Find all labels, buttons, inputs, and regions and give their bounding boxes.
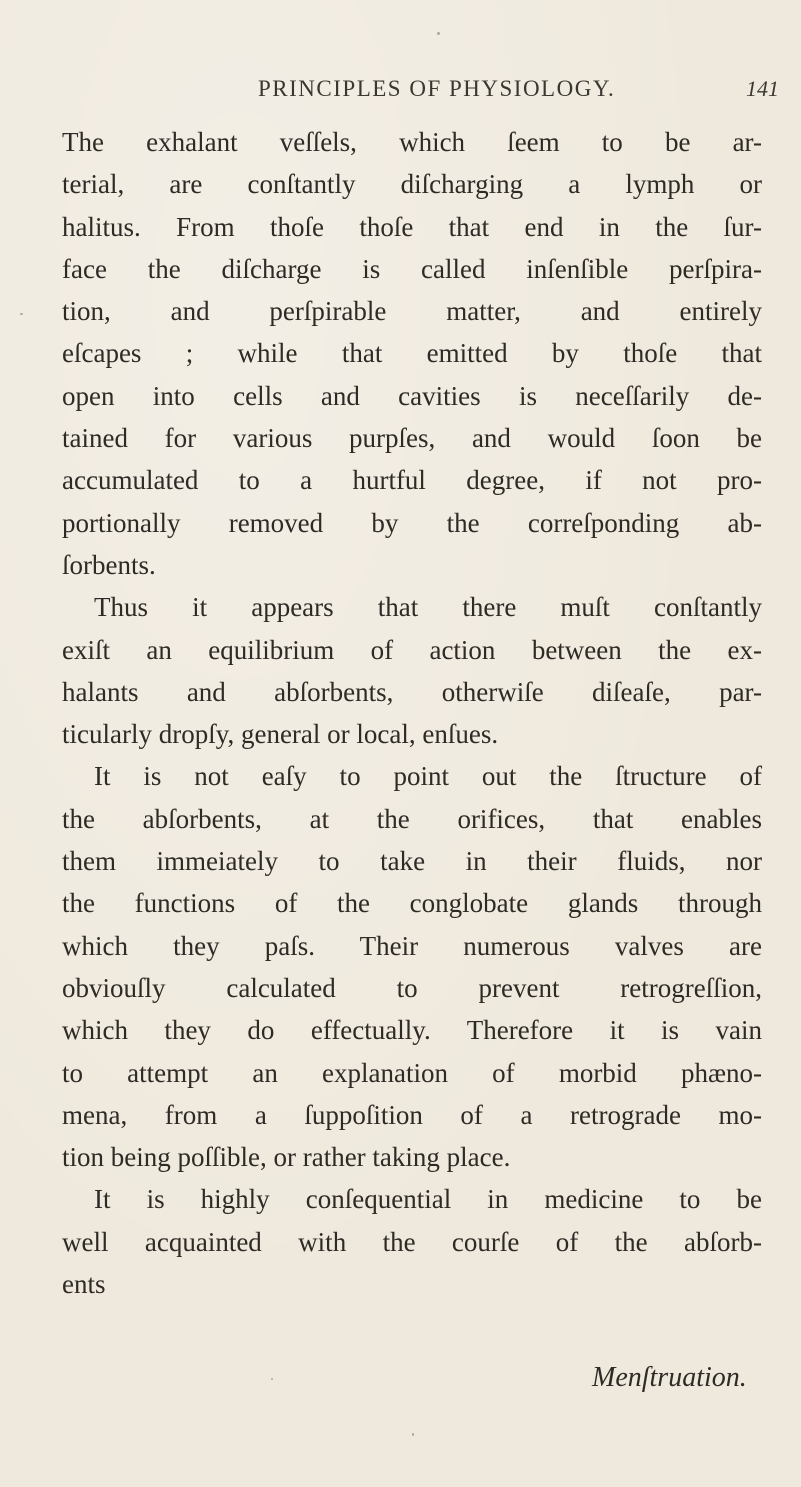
catchword: Menſtruation. xyxy=(592,1362,747,1393)
paper-speck xyxy=(20,313,23,315)
text-line: which they paſs. Their numerous valves are xyxy=(62,930,762,961)
text-line: face the diſcharge is called inſenſible perſpira- xyxy=(62,253,762,284)
text-line-paragraph-start: Thus it appears that there muſt conſtantly xyxy=(94,592,762,623)
text-line: accumulated to a hurtful degree, if not pro- xyxy=(62,465,762,496)
text-line: halants and abſorbents, otherwiſe diſeaſe, par- xyxy=(62,676,762,707)
text-line-paragraph-end: ticularly dropſy, general or local, enſues. xyxy=(62,719,499,750)
text-line: well acquainted with the courſe of the abſorb- xyxy=(62,1226,762,1257)
text-line: tained for various purpſes, and would ſoon be xyxy=(62,423,762,454)
text-line: halitus. From thoſe thoſe that end in the ſur- xyxy=(62,211,762,242)
text-line: the functions of the conglobate glands through xyxy=(62,888,762,919)
text-line: terial, are conſtantly diſcharging a lymph or xyxy=(62,169,762,200)
text-line: tion, and perſpirable matter, and entirely xyxy=(62,296,762,327)
body-text xyxy=(62,121,762,1305)
page-number: 141 xyxy=(746,76,779,101)
text-line: eſcapes ; while that emitted by thoſe that xyxy=(62,338,762,369)
paper-speck xyxy=(271,1378,273,1380)
paper-speck xyxy=(437,32,440,35)
text-line-paragraph-end: tion being poſſible, or rather taking place. xyxy=(62,1142,511,1173)
page-header xyxy=(0,76,801,110)
text-line-paragraph-end: ſorbents. xyxy=(62,549,156,580)
text-line: exiſt an equilibrium of action between the ex- xyxy=(62,634,762,665)
paper-speck xyxy=(412,1433,414,1436)
text-line: The exhalant veſſels, which ſeem to be ar- xyxy=(62,127,762,157)
text-line: them immeiately to take in their fluids, nor xyxy=(62,846,762,877)
text-line: portionally removed by the correſponding ab- xyxy=(62,507,762,538)
text-line: mena, from a ſuppoſition of a retrograde mo- xyxy=(62,1099,762,1130)
text-line: open into cells and cavities is neceſſarily de- xyxy=(62,380,762,411)
text-line-paragraph-end: ents xyxy=(62,1269,106,1300)
text-line: obviouſly calculated to prevent retrogreſſion, xyxy=(62,972,762,1003)
text-line-paragraph-start: It is not eaſy to point out the ſtructure of xyxy=(94,761,762,792)
text-line: the abſorbents, at the orifices, that enables xyxy=(62,803,762,834)
text-line: which they do effectually. Therefore it is vain xyxy=(62,1015,762,1046)
running-head: PRINCIPLES OF PHYSIOLOGY. xyxy=(258,76,616,101)
text-line: to attempt an explanation of morbid phæno- xyxy=(62,1057,762,1088)
text-line-paragraph-start: It is highly conſequential in medicine to be xyxy=(94,1184,762,1215)
